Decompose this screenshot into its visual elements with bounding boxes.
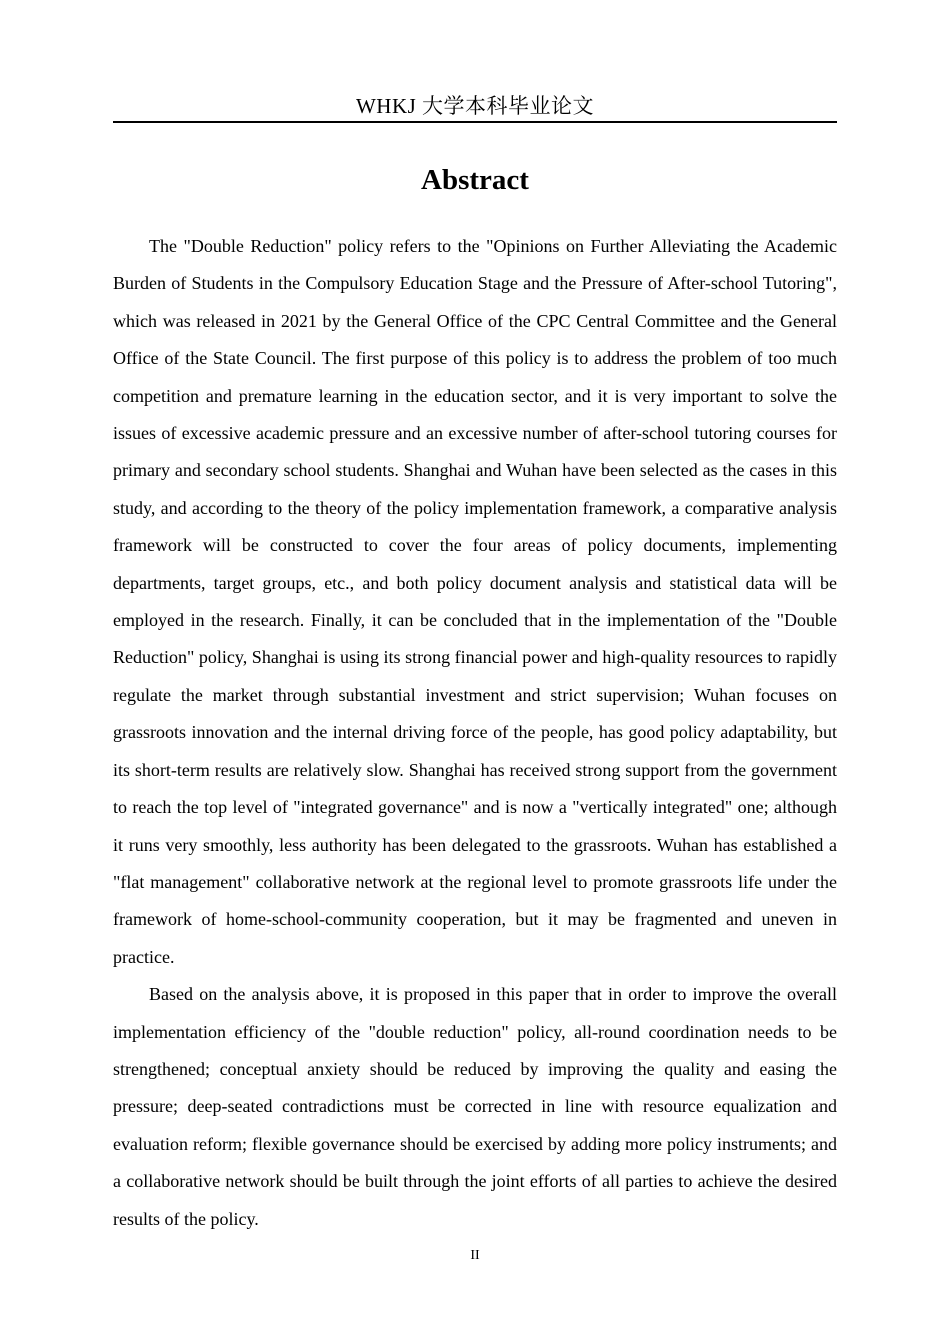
abstract-title: Abstract [421, 164, 529, 196]
header-rule [113, 121, 837, 123]
abstract-paragraph-2: Based on the analysis above, it is proposed in this paper that in order to improve the overall implementation efficiency of the "double reduction" policy, all-round coordination needs to be strengthened; conceptual anxiety should be reduced by improving the quality and easing the pressure; deep-seated contradictions must be corrected in line with resource equalization and evaluation reform; flexible governance should be exercised by adding more policy instruments; and a collaborative network should be built through the joint efforts of all parties to achieve the desired results of the policy. [113, 984, 837, 1229]
abstract-paragraph-1: The "Double Reduction" policy refers to the "Opinions on Further Alleviating the Academic Burden of Students in the Compulsory Education Stage and the Pressure of After-school Tutoring", which was released in 2021 by the General Office of the CPC Central Committee and the General Office of the State Council. The first purpose of this policy is to address the problem of too much competition and premature learning in the education sector, and it is very important to solve the issues of excessive academic pressure and an excessive number of after-school tutoring courses for primary and secondary school students. Shanghai and Wuhan have been selected as the cases in this study, and according to the theory of the policy implementation framework, a comparative analysis framework will be constructed to cover the four areas of policy documents, implementing departments, target groups, etc., and both policy document analysis and statistical data will be employed in the research. Finally, it can be concluded that in the implementation of the "Double Reduction" policy, Shanghai is using its strong financial power and high-quality resources to rapidly regulate the market through substantial investment and strict supervision; Wuhan focuses on grassroots innovation and the internal driving force of the people, has good policy adaptability, but its short-term results are relatively slow. Shanghai has received strong support from the government to reach the top level of "integrated governance" and is now a "vertically integrated" one; although it runs very smoothly, less authority has been delegated to the grassroots. Wuhan has established a "flat management" collaborative network at the regional level to promote grassroots life under the framework of home-school-community cooperation, but it may be fragmented and uneven in practice. [113, 236, 837, 967]
page-number: II [470, 1248, 480, 1263]
abstract-body [113, 228, 837, 1238]
running-header: WHKJ 大学本科毕业论文 [355, 94, 595, 118]
